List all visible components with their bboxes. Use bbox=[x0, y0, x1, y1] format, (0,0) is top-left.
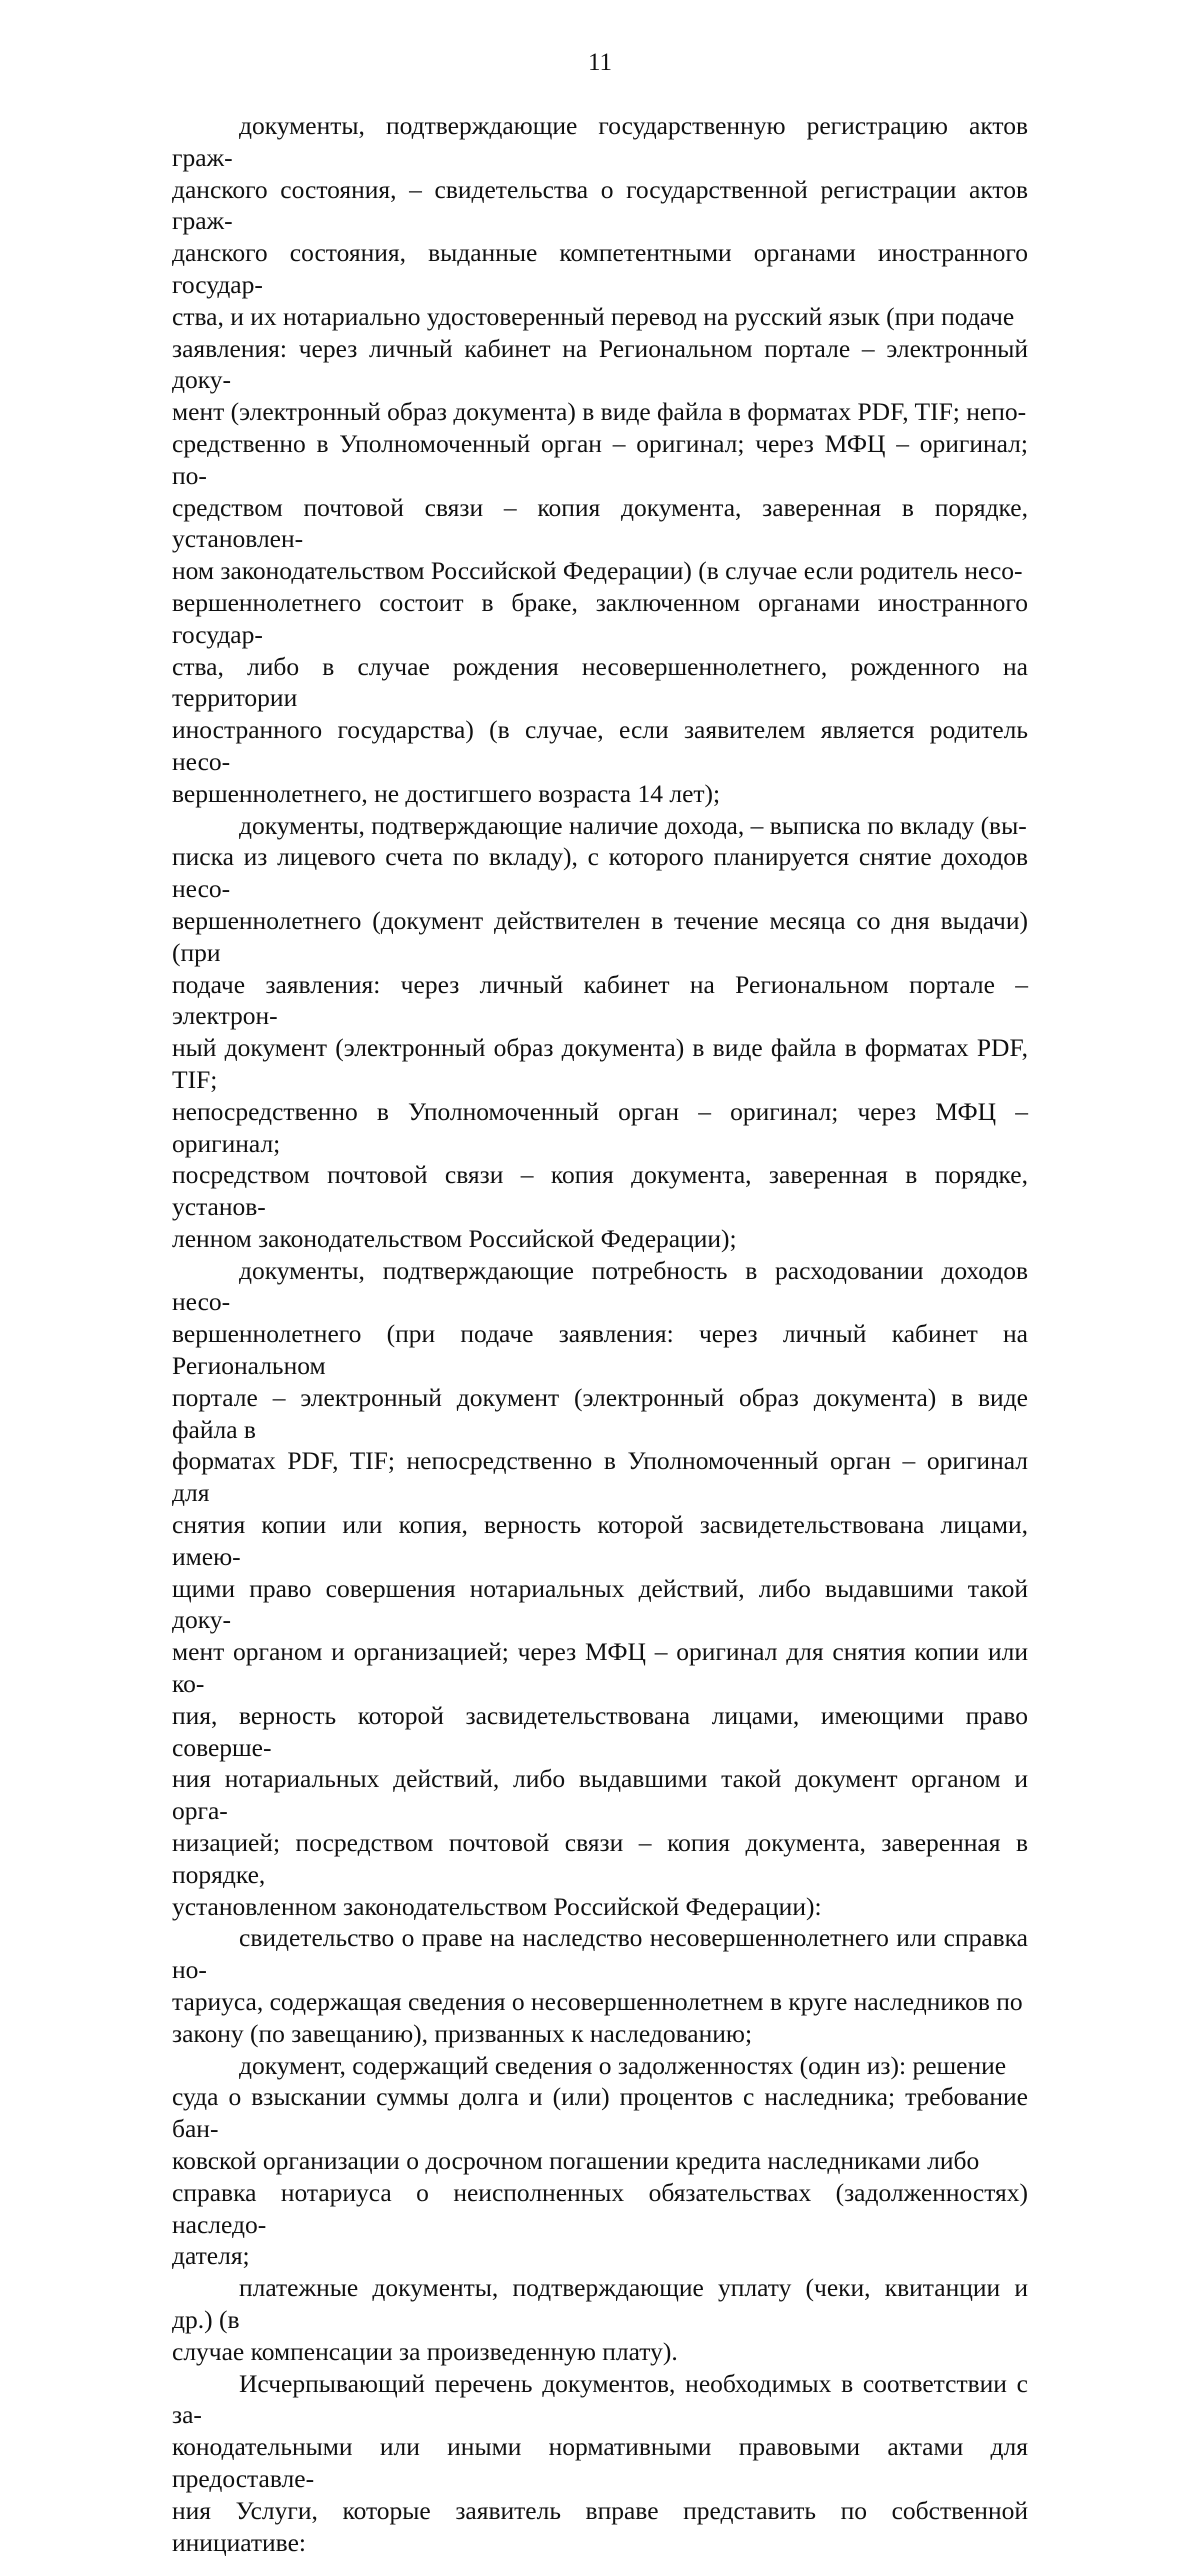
paragraph-expense-need-documents: документы, подтверждающие потребность в расходовании доходов несо- вершеннолетнего (при подаче заявления: через личный кабинет на Региональном портале – электронный документ (электронный образ документа) в виде файла в форматах PDF, TIF; непосредственно в Уполномоченный орган – оригинал для снятия копии или копия, верность которой засвидетельствована лицами, имею- щими право совершения нотариальных действий, либо выдавшими такой доку- мент органом и организацией; через МФЦ – оригинал для снятия копии или ко- пия, верность которой засвидетельствована лицами, имеющими право соверше- ния нотариальных действий, либо выдавшими такой документ органом и орга- низацией; посредством почтовой связи – копия документа, заверенная в порядке, установленном законодательством Российской Федерации): bbox=[172, 1255, 1028, 1921]
paragraph-inheritance-certificate: свидетельство о праве на наследство несовершеннолетнего или справка но- тариуса, содержащая сведения о несовершеннолетнем в круге наследников по закону (по завещанию), призванных к наследованию; bbox=[172, 1923, 1028, 2048]
paragraph-exhaustive-list: Исчерпывающий перечень документов, необходимых в соответствии с за- конодательными или иными нормативными правовыми актами для предоставле- ния Услуги, которые заявитель вправе представить по собственной инициативе: bbox=[172, 2368, 1028, 2557]
document-body bbox=[172, 110, 1028, 2558]
paragraph-civil-status-documents: документы, подтверждающие государственную регистрацию актов граж- данского состояния, – свидетельства о государственной регистрации актов граж- данского состояния, выданные компетентными органами иностранного государ- ства, и их нотариально удостоверенный перевод на русский язык (при подаче заявления: через личный кабинет на Региональном портале – электронный доку- мент (электронный образ документа) в виде файла в форматах PDF, TIF; непо- средственно в Уполномоченный орган – оригинал; через МФЦ – оригинал; по- средством почтовой связи – копия документа, заверенная в порядке, установлен- ном законодательством Российской Федерации) (в случае если родитель несо- вершеннолетнего состоит в браке, заключенном органами иностранного государ- ства, либо в случае рождения несовершеннолетнего, рожденного на территории иностранного государства) (в случае, если заявителем является родитель несо- вершеннолетнего, не достигшего возраста 14 лет); bbox=[172, 111, 1028, 808]
paragraph-income-documents: документы, подтверждающие наличие дохода, – выписка по вкладу (вы- писка из лицевого счета по вкладу), с которого планируется снятие доходов несо- вершеннолетнего (документ действителен в течение месяца со дня выдачи) (при подаче заявления: через личный кабинет на Региональном портале – электрон- ный документ (электронный образ документа) в виде файла в форматах PDF, TIF; непосредственно в Уполномоченный орган – оригинал; через МФЦ – оригинал; посредством почтовой связи – копия документа, заверенная в порядке, установ- ленном законодательством Российской Федерации); bbox=[172, 810, 1028, 1253]
page-number: 11 bbox=[587, 49, 613, 76]
paragraph-payment-documents: платежные документы, подтверждающие уплату (чеки, квитанции и др.) (в случае компенсации за произведенную плату). bbox=[172, 2273, 1028, 2366]
paragraph-debt-documents: документ, содержащий сведения о задолженностях (один из): решение суда о взыскании суммы долга и (или) процентов с наследника; требование бан- ковской организации о досрочном погашении кредита наследниками либо справка нотариуса о неисполненных обязательствах (задолженностях) наследо- дателя; bbox=[172, 2050, 1028, 2271]
